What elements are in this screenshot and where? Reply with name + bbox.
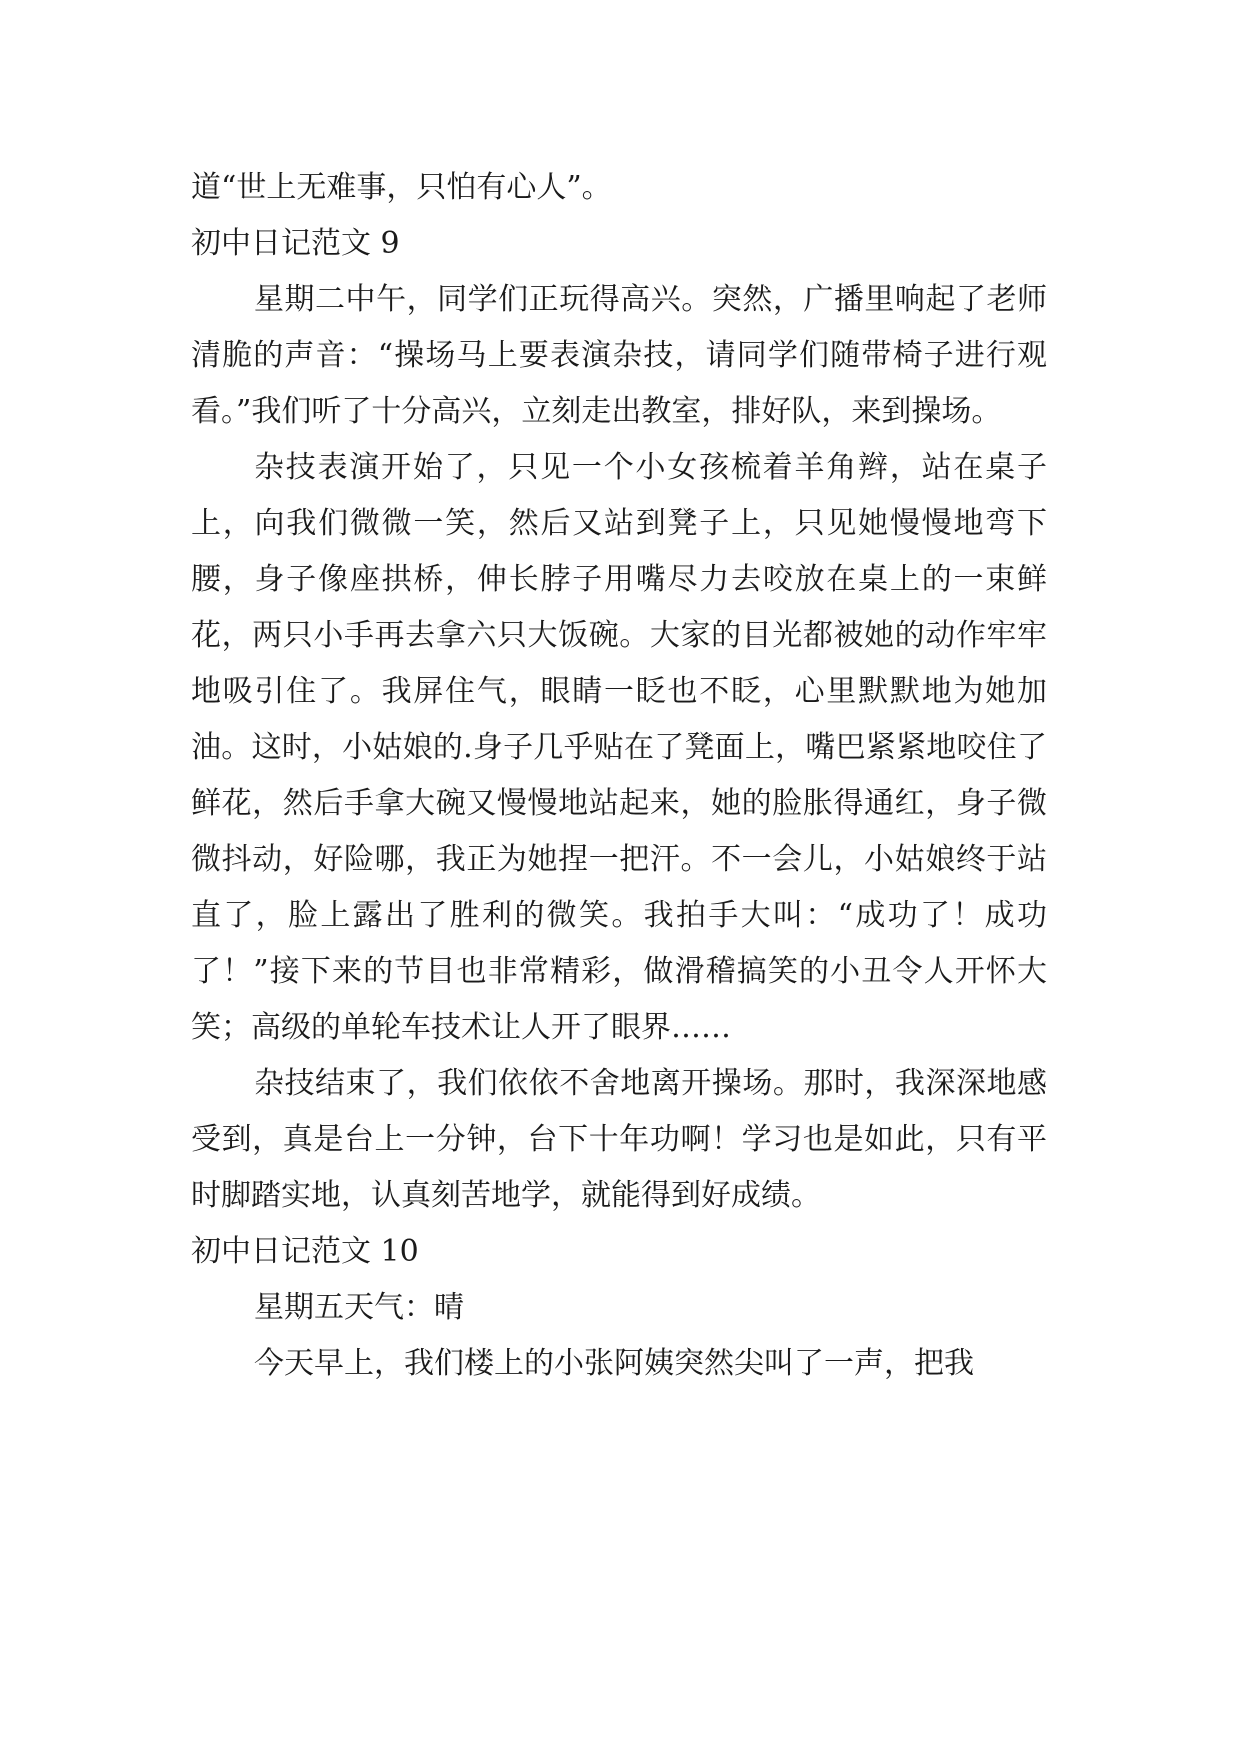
section-10-paragraph-1: 星期五天气：晴 xyxy=(254,1290,464,1325)
section-9-paragraph-1: 星期二中午，同学们正玩得高兴。突然，广播里响起了老师清脆的声音：“操场马上要表演杂技，请同学们随带椅子进行观看。”我们听了十分高兴，立刻走出教室，排好队，来到操场。 xyxy=(191,282,1047,429)
section-9-paragraph-2: 杂技表演开始了，只见一个小女孩梳着羊角辫，站在桌子上，向我们微微一笑，然后又站到凳子上，只见她慢慢地弯下腰，身子像座拱桥，伸长脖子用嘴尽力去咬放在桌上的一束鲜花，两只小手再去拿六只大饭碗。大家的目光都被她的动作牢牢地吸引住了。我屏住气，眼睛一眨也不眨，心里默默地为她加油。这时，小姑娘的.身子几乎贴在了凳面上，嘴巴紧紧地咬住了鲜花，然后手拿大碗又慢慢地站起来，她的脸胀得通红，身子微微抖动，好险哪，我正为她捏一把汗。不一会儿，小姑娘终于站直了，脸上露出了胜利的微笑。我拍手大叫：“成功了！成功了！”接下来的节目也非常精彩，做滑稽搞笑的小丑令人开怀大笑；高级的单轮车技术让人开了眼界…… xyxy=(191,450,1047,1045)
section-heading-9: 初中日记范文 9 xyxy=(191,226,400,261)
section-heading-10: 初中日记范文 10 xyxy=(191,1234,419,1269)
continuation-paragraph: 道“世上无难事，只怕有心人”。 xyxy=(191,170,612,205)
section-9-paragraph-3: 杂技结束了，我们依依不舍地离开操场。那时，我深深地感受到，真是台上一分钟，台下十年功啊！学习也是如此，只有平时脚踏实地，认真刻苦地学，就能得到好成绩。 xyxy=(191,1066,1047,1213)
document-body xyxy=(191,160,1047,1392)
section-10-paragraph-2: 今天早上，我们楼上的小张阿姨突然尖叫了一声，把我 xyxy=(254,1346,974,1381)
